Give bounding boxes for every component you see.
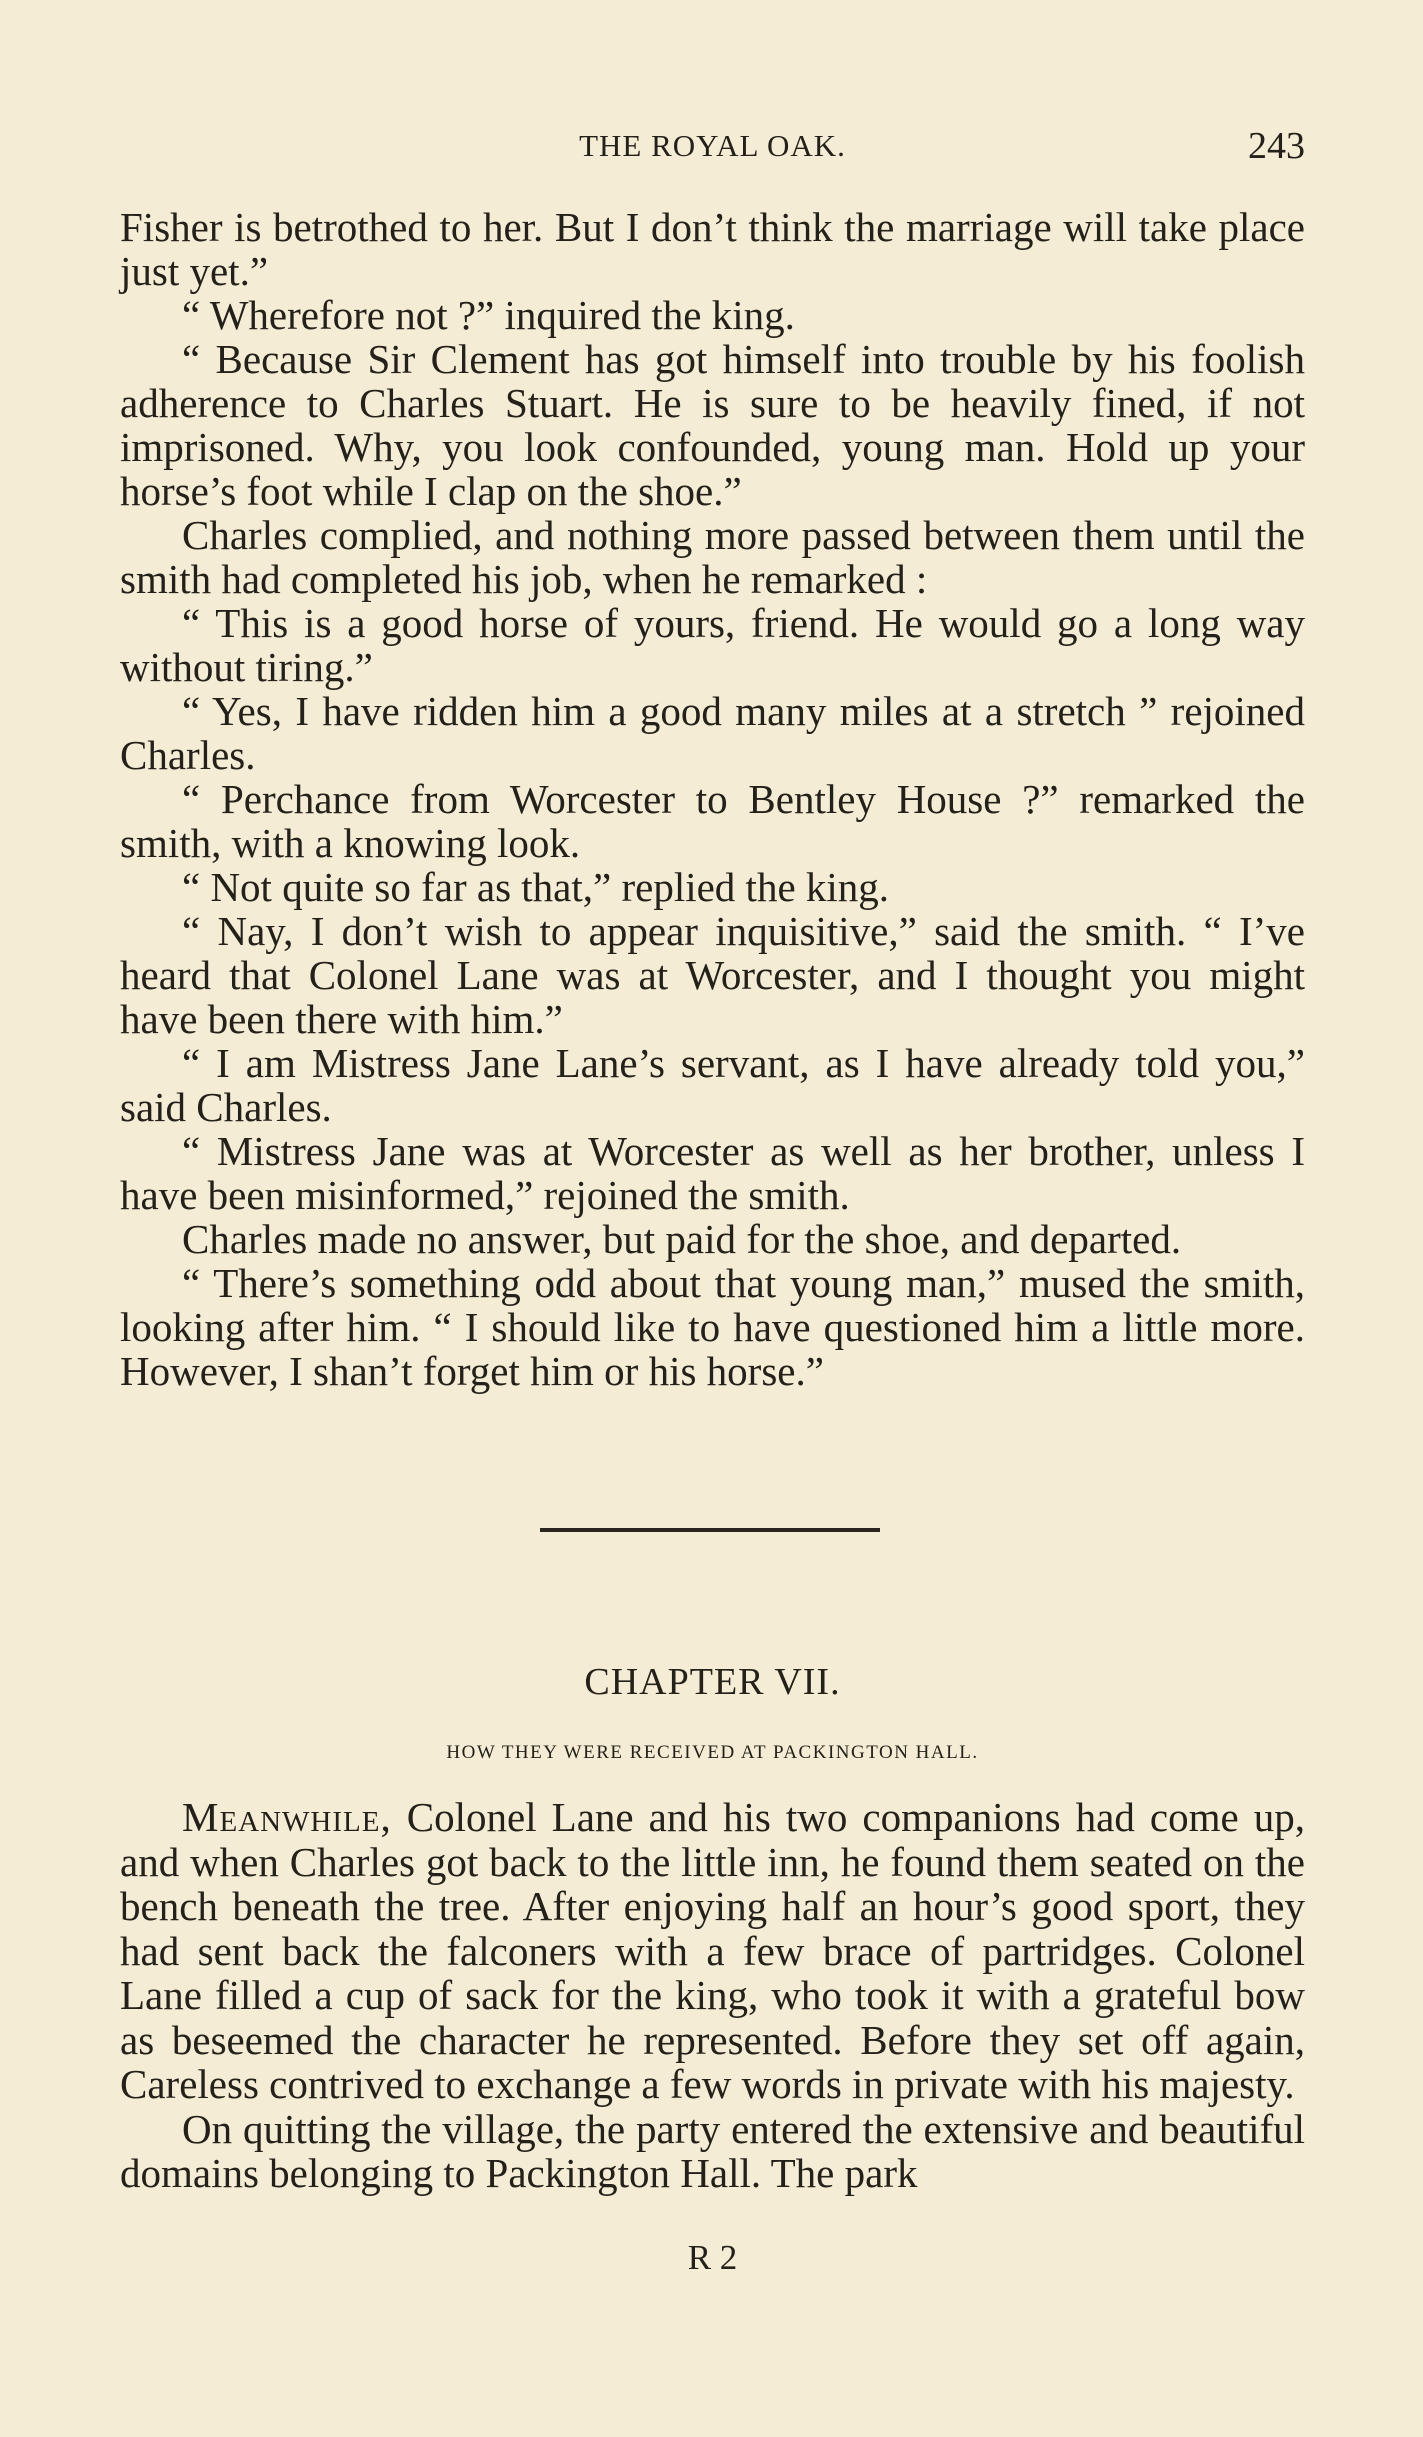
paragraph: “ Wherefore not ?” inquired the king. (182, 292, 795, 338)
paragraph: “ Nay, I don’t wish to appear inquisitive,” said the smith. “ I’ve heard that Colonel Lane was at Worcester, and I thought you might have been there with him.” (120, 908, 1305, 1042)
chapter-title: CHAPTER VII. (584, 1661, 841, 1703)
paragraph: “ Yes, I have ridden him a good many miles at a stretch ” rejoined Charles. (120, 688, 1305, 778)
paragraph: On quitting the village, the party entered the extensive and beautiful domains belonging to Packington Hall. The park (120, 2105, 1305, 2196)
chapter-first-word: Meanwhile, (182, 1794, 392, 1840)
page-header (120, 125, 1305, 178)
signature-mark: R 2 (687, 2238, 738, 2277)
paragraph: “ Because Sir Clement has got himself into trouble by his foolish adherence to Charles Stuart. He is sure to be heavily fined, if not imprisoned. Why, you look confounded, young man. Hold up your horse’s foot while I clap on the shoe.” (120, 336, 1305, 514)
paragraph: “ I am Mistress Jane Lane’s servant, as I have already told you,” said Charles. (120, 1040, 1305, 1130)
paragraph: “ Mistress Jane was at Worcester as well as her brother, unless I have been misinformed,” rejoined the smith. (120, 1128, 1305, 1218)
paragraph: Charles made no answer, but paid for the shoe, and departed. (182, 1216, 1182, 1262)
chapter-subtitle: HOW THEY WERE RECEIVED AT PACKINGTON HALL. (446, 1742, 979, 1763)
running-title: THE ROYAL OAK. (579, 128, 846, 163)
paragraph: “ Perchance from Worcester to Bentley House ?” remarked the smith, with a knowing look. (120, 776, 1305, 866)
page-number: 243 (1248, 125, 1305, 167)
paragraph: “ Not quite so far as that,” replied the king. (182, 864, 890, 910)
section-divider (540, 1528, 880, 1532)
paragraph: Charles complied, and nothing more passed between them until the smith had completed his job, when he remarked : (120, 512, 1305, 602)
chapter-paragraph-text: Colonel Lane and his two companions had come up, and when Charles got back to the little inn, he found them seated on the bench beneath the tree. After enjoying half an hour’s good sport, they had sent back the falconers with a few brace of partridges. Colonel Lane filled a cup of sack for the king, who took it with a grateful bow as beseemed the character he represented. Before they set off again, Careless contrived to exchange a few words in private with his majesty. (120, 1794, 1305, 2107)
paragraph: Fisher is betrothed to her. But I don’t think the marriage will take place just yet.” (120, 204, 1305, 294)
chapter-body (120, 1795, 1305, 2196)
chapter-opening-paragraph (120, 1795, 1305, 2107)
paragraph: “ There’s something odd about that young man,” mused the smith, looking after him. “ I should like to have questioned him a little more. However, I shan’t forget him or his horse.” (120, 1260, 1305, 1394)
paragraph: “ This is a good horse of yours, friend. He would go a long way without tiring.” (120, 600, 1305, 690)
body-text (120, 205, 1305, 1393)
